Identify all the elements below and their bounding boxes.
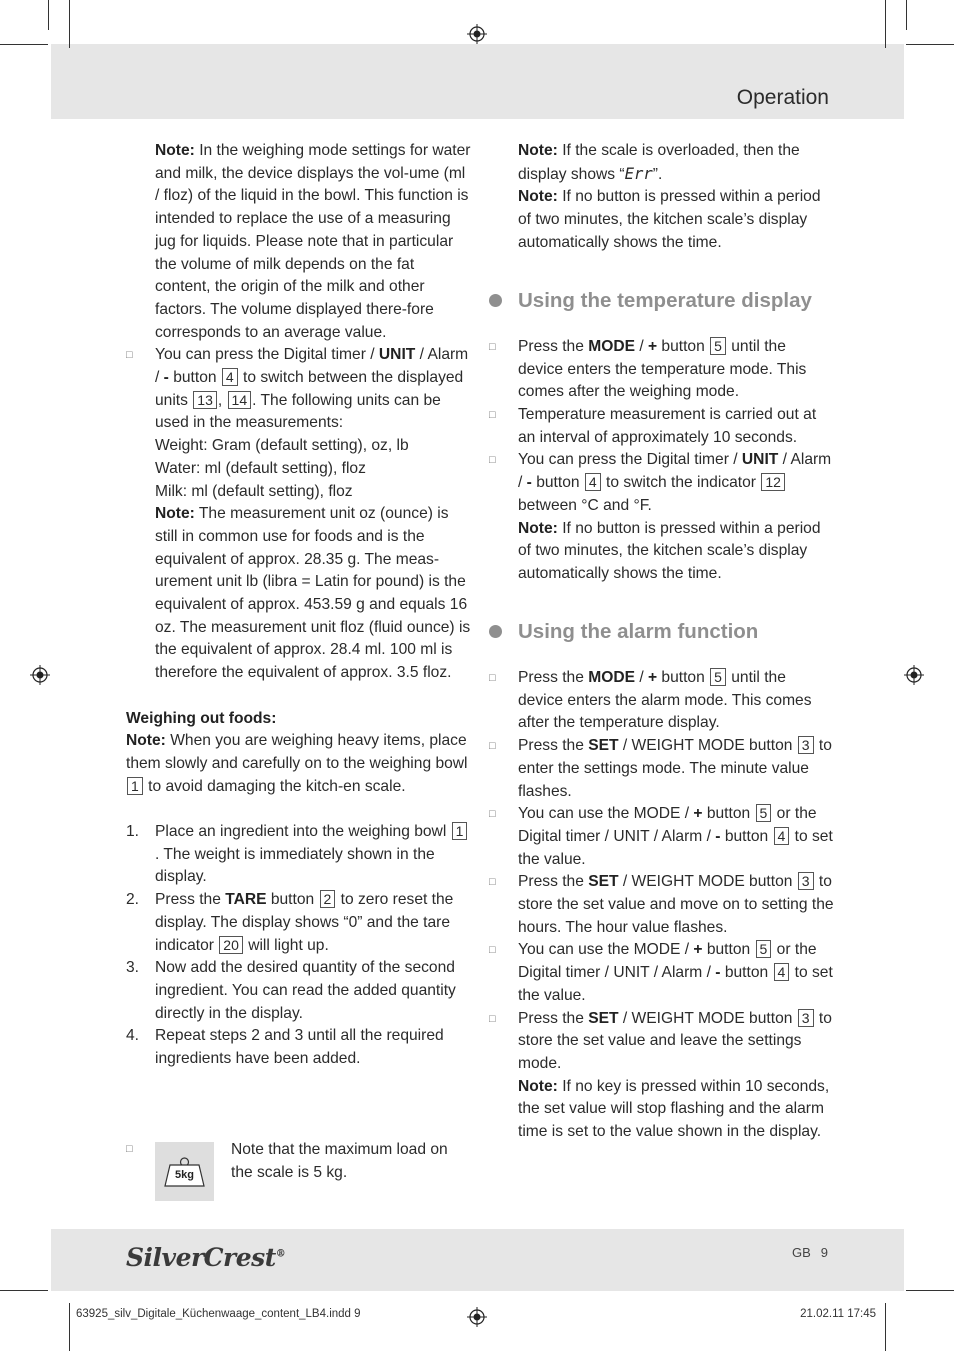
note-alarm-timeout: Note: If no key is pressed within 10 seconds, the set value will stop flashing and the alarm time is set to the value shown in the display. xyxy=(518,1077,830,1141)
list-item: □ Press the SET / WEIGHT MODE button 3 to enter the settings mode. The minute value flashes. xyxy=(489,737,832,800)
ref-number: 2 xyxy=(320,890,336,908)
bullet-icon: □ xyxy=(489,1012,496,1025)
step-item: 3. Now add the desired quantity of the second ingredient. You can read the added quantity directly in the display. xyxy=(126,959,456,1022)
step-item: 4. Repeat steps 2 and 3 until all the required ingredients have been added. xyxy=(126,1027,444,1068)
max-load-note: Note that the maximum load on the scale is 5 kg. xyxy=(231,1141,448,1181)
crop-mark xyxy=(906,1290,954,1291)
page-number xyxy=(782,1245,828,1260)
bullet-icon: □ xyxy=(489,409,496,421)
alarm-heading: Using the alarm function xyxy=(489,620,834,644)
brand-logo: SilverCrest® xyxy=(126,1243,286,1272)
language-code: GB xyxy=(791,1245,811,1260)
list-item: □ You can press the Digital timer / UNIT / Alarm / - button 4 to switch the indicator 12 between °C and °F. xyxy=(489,451,832,514)
crop-mark xyxy=(48,0,49,30)
note-heavy-items: Note: When you are weighing heavy items, place them slowly and carefully on to the weighing bowl 1 to avoid damaging the kitch-en scale. xyxy=(126,732,468,795)
units-weight: Weight: Gram (default setting), oz, lb xyxy=(155,437,409,455)
ref-number: 13 xyxy=(193,391,217,409)
registration-mark-icon xyxy=(467,24,487,44)
list-item: □ You can press the Digital timer / UNIT / Alarm / - button 4 to switch between the displayed units 13 , 14 . The following units can be used in the measurements: xyxy=(126,346,469,432)
error-display: Err xyxy=(624,164,653,183)
units-water: Water: ml (default setting), floz xyxy=(155,459,366,477)
bullet-icon: □ xyxy=(489,340,496,353)
ref-number: 5 xyxy=(756,940,772,958)
crop-mark xyxy=(906,44,954,45)
ref-number: 20 xyxy=(219,936,243,954)
ref-number: 12 xyxy=(761,473,785,491)
bullet-icon: □ xyxy=(489,944,496,957)
registration-mark-icon xyxy=(30,665,50,685)
ref-number: 1 xyxy=(452,822,468,840)
list-item: □ Press the MODE / + button 5 until the device enters the temperature mode. This comes after the weighing mode. xyxy=(489,337,807,401)
crop-mark xyxy=(885,0,886,48)
note-timeout: Note: If no button is pressed within a period of two minutes, the kitchen scale’s display automatically shows the time. xyxy=(518,519,821,582)
bullet-icon: □ xyxy=(489,740,496,753)
page-num: 9 xyxy=(820,1245,828,1260)
note-units: Note: The measurement unit oz (ounce) is still in common use for foods and is the equivalent of approx. 28.35 g. The meas-urement unit lb (libra = Latin for pound) is the equivalent of approx. 453.59 g and equals 16 oz. The measurement unit floz (fluid ounce) is the equivalent of approx. 28.4 ml. 100 ml is therefore the equivalent of approx. 3.5 floz. xyxy=(155,505,471,682)
registration-mark-icon xyxy=(904,665,924,685)
ref-number: 3 xyxy=(798,736,814,754)
right-column xyxy=(489,140,834,1144)
list-item: □ Press the SET / WEIGHT MODE button 3 to store the set value and leave the settings mode. xyxy=(489,1009,832,1072)
list-item: □ Press the MODE / + button 5 until the device enters the alarm mode. This comes after the temperature display. xyxy=(489,669,812,732)
bullet-icon: □ xyxy=(489,876,496,889)
ref-number: 4 xyxy=(774,827,790,845)
bullet-icon: □ xyxy=(489,672,496,684)
note-timeout: Note: If no button is pressed within a period of two minutes, the kitchen scale’s display automatically shows the time. xyxy=(518,188,821,251)
ref-number: 4 xyxy=(774,963,790,981)
note-liquid-volume: Note: In the weighing mode settings for water and milk, the device displays the vol-ume (ml / floz) of the liquid in the bowl. This function is intended to replace the use of a measuring jug for liquids. Please note that in particular the volume of milk depends on the fat content, the origin of the milk and other factors. The volume displayed there-fore corresponds to an average value. xyxy=(155,142,471,341)
bullet-icon: □ xyxy=(489,454,496,467)
step-item: 1. Place an ingredient into the weighing bowl 1. The weight is immediately shown in the display. xyxy=(126,821,471,889)
crop-mark xyxy=(0,1290,48,1291)
section-title: Operation xyxy=(736,86,829,109)
ref-number: 14 xyxy=(228,391,252,409)
temperature-heading: Using the temperature display xyxy=(489,289,834,313)
ref-number: 4 xyxy=(585,473,601,491)
bullet-icon: □ xyxy=(126,1143,133,1155)
units-milk: Milk: ml (default setting), floz xyxy=(155,482,353,500)
bullet-icon: □ xyxy=(489,808,496,821)
crop-mark xyxy=(885,1303,886,1351)
crop-mark xyxy=(69,1303,70,1351)
print-file-info: 63925_silv_Digitale_Küchenwaage_content_LB4.indd 9 xyxy=(76,1308,361,1320)
step-item: 2. Press the TARE button 2 to zero reset the display. The display shows “0” and the tare indicator 20 will light up. xyxy=(126,891,454,954)
ref-number: 5 xyxy=(710,668,726,686)
heading-bullet-icon xyxy=(489,625,502,638)
weight-icon-label: 5kg xyxy=(175,1169,194,1181)
ref-number: 3 xyxy=(798,1009,814,1027)
print-date-info: 21.02.11 17:45 xyxy=(800,1308,876,1320)
list-item: □ You can use the MODE / + button 5 or the Digital timer / UNIT / Alarm / - button 4 to set the value. xyxy=(489,805,833,868)
list-item: □ Temperature measurement is carried out at an interval of approximately 10 seconds. xyxy=(489,406,817,446)
crop-mark xyxy=(0,44,48,45)
list-item: □ You can use the MODE / + button 5 or the Digital timer / UNIT / Alarm / - button 4 to set the value. xyxy=(489,941,833,1004)
crop-mark xyxy=(69,0,70,48)
heading-bullet-icon xyxy=(489,294,502,307)
left-column xyxy=(126,140,471,1071)
ref-number: 1 xyxy=(127,777,143,795)
weight-icon xyxy=(155,1142,214,1201)
ref-number: 5 xyxy=(710,337,726,355)
bullet-icon: □ xyxy=(126,349,133,362)
crop-mark xyxy=(906,0,907,30)
registration-mark-icon xyxy=(467,1307,487,1327)
note-overload: Note: If the scale is overloaded, then the display shows “Err”. xyxy=(518,142,800,183)
ref-number: 3 xyxy=(798,872,814,890)
ref-number: 4 xyxy=(222,368,238,386)
weighing-heading: Weighing out foods: xyxy=(126,709,277,727)
ref-number: 5 xyxy=(756,804,772,822)
list-item: □ Press the SET / WEIGHT MODE button 3 to store the set value and move on to setting the hours. The hour value flashes. xyxy=(489,873,834,936)
